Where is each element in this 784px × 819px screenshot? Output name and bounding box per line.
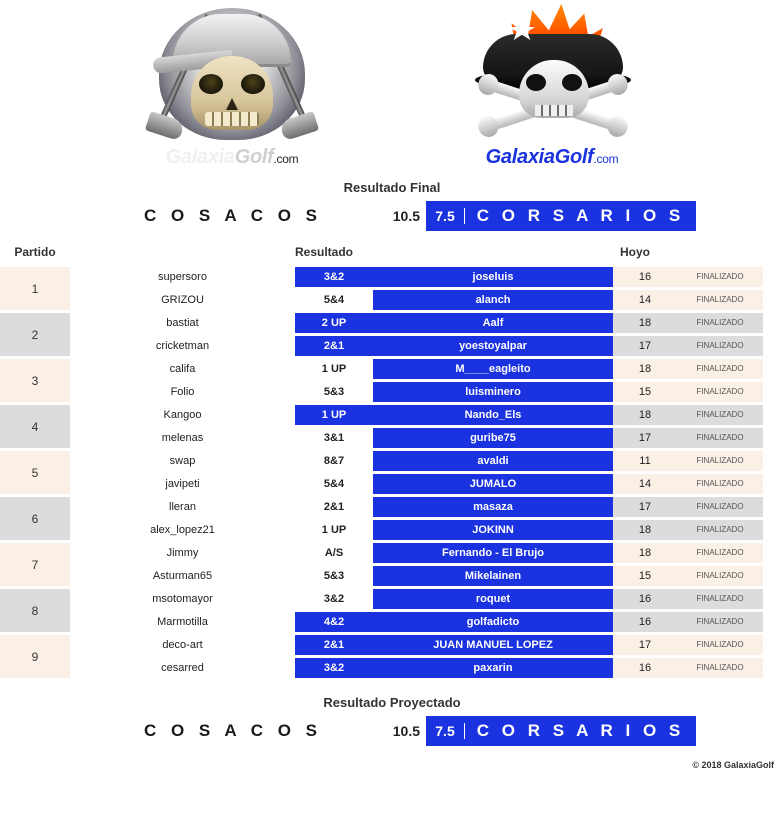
status-badge: FINALIZADO [677,589,763,609]
hole-number: 18 [613,520,677,540]
match-result: 1 UP [295,359,373,379]
player-right: Mikelainen [373,566,613,586]
logo-wordmark-2 [486,146,619,169]
match-lines [70,313,784,359]
logo-wordmark-1 [166,146,299,169]
status-badge: FINALIZADO [677,658,763,678]
player-right: JUAN MANUEL LOPEZ [373,635,613,655]
match-number: 7 [0,543,70,586]
match-line [70,589,784,609]
projected-score-left: 10.5 [392,723,420,739]
player-left: melenas [161,432,204,444]
player-right: Aalf [373,313,613,333]
player-right: JUMALO [373,474,613,494]
match-lines [70,405,784,451]
copyright-footer: © 2018 GalaxiaGolf [692,760,774,770]
player-left: msotomayor [152,593,213,605]
player-left: supersoro [158,271,207,283]
player-left: alex_lopez21 [150,524,215,536]
match-number: 4 [0,405,70,448]
projected-team-left: C O S A C O S [143,721,323,740]
logo-word-galaxia: Galaxia [165,146,235,168]
status-badge: FINALIZADO [677,566,763,586]
status-badge: FINALIZADO [677,612,763,632]
hole-number: 17 [613,428,677,448]
match-line [70,543,784,563]
table-row [0,543,784,589]
table-row [0,405,784,451]
final-blue-bar [426,201,696,231]
match-line [70,474,784,494]
match-lines [70,589,784,635]
player-left: cricketman [155,340,210,352]
player-left: Folio [170,386,195,398]
hole-number: 16 [613,658,677,678]
match-line [70,497,784,517]
match-line [70,382,784,402]
match-result: 3&1 [295,428,373,448]
hole-number: 17 [613,336,677,356]
table-row [0,497,784,543]
player-left: javipeti [165,478,200,490]
hole-number: 16 [613,589,677,609]
logo-word-golf-2: Golf [554,146,594,168]
player-left: lleran [169,501,196,513]
match-lines [70,359,784,405]
hole-number: 17 [613,635,677,655]
golf-skull-icon [137,4,327,144]
match-line [70,612,784,632]
player-left: Marmotilla [157,616,208,628]
player-left: GRIZOU [161,294,204,306]
logo-word-dotcom-2: .com [593,152,619,166]
player-left: Asturman65 [152,570,213,582]
player-left: Kangoo [163,409,202,421]
match-number: 3 [0,359,70,402]
player-left: Jimmy [166,547,199,559]
player-right: avaldi [373,451,613,471]
match-line [70,405,784,425]
table-row [0,359,784,405]
match-lines [70,497,784,543]
player-right: guribe75 [373,428,613,448]
hole-number: 18 [613,543,677,563]
match-line [70,313,784,333]
logo-header [0,0,784,172]
match-line [70,566,784,586]
projected-score-right: 7.5 [426,723,465,739]
hole-number: 15 [613,566,677,586]
status-badge: FINALIZADO [677,474,763,494]
player-right: Fernando - El Brujo [373,543,613,563]
final-score-row [0,201,784,231]
player-right: roquet [373,589,613,609]
match-result: 4&2 [295,612,373,632]
match-result: A/S [295,543,373,563]
status-badge: FINALIZADO [677,290,763,310]
hole-number: 18 [613,313,677,333]
player-left: cesarred [161,662,204,674]
match-list [0,267,784,681]
hole-number: 11 [613,451,677,471]
match-result: 2&1 [295,497,373,517]
projected-score-row [0,716,784,746]
match-result: 2 UP [295,313,373,333]
header-partido: Partido [14,245,56,259]
match-lines [70,543,784,589]
player-right: alanch [373,290,613,310]
player-left: swap [169,455,196,467]
player-right: Nando_Els [373,405,613,425]
status-badge: FINALIZADO [677,543,763,563]
match-line [70,359,784,379]
match-line [70,520,784,540]
match-lines [70,635,784,681]
match-lines [70,451,784,497]
pirate-skull-icon [457,4,647,144]
match-line [70,290,784,310]
match-number: 2 [0,313,70,356]
final-result-title: Resultado Final [343,180,441,195]
hole-number: 14 [613,474,677,494]
hole-number: 16 [613,267,677,287]
match-number: 6 [0,497,70,540]
final-score-left: 10.5 [392,208,420,224]
table-row [0,589,784,635]
status-badge: FINALIZADO [677,520,763,540]
match-line [70,658,784,678]
projected-result-title: Resultado Proyectado [323,695,461,710]
status-badge: FINALIZADO [677,267,763,287]
final-team-right: C O R S A R I O S [476,206,685,225]
match-result: 3&2 [295,589,373,609]
match-number: 8 [0,589,70,632]
galaxiagolf-pirate-logo [452,4,652,172]
match-line [70,635,784,655]
player-left: califa [169,363,196,375]
match-line [70,428,784,448]
table-row [0,635,784,681]
player-left: deco-art [162,639,203,651]
projected-blue-bar [426,716,696,746]
match-lines [70,267,784,313]
table-row [0,313,784,359]
match-result: 2&1 [295,336,373,356]
logo-word-golf: Golf [234,146,274,168]
logo-word-galaxia-2: Galaxia [485,146,555,168]
player-left: bastiat [166,317,199,329]
match-result: 5&3 [295,566,373,586]
galaxiagolf-skull-logo [132,4,332,172]
status-badge: FINALIZADO [677,451,763,471]
player-right: M____eagleito [373,359,613,379]
table-row [0,267,784,313]
hole-number: 17 [613,497,677,517]
player-right: paxarin [373,658,613,678]
hole-number: 18 [613,359,677,379]
match-line [70,451,784,471]
match-result: 5&4 [295,474,373,494]
status-badge: FINALIZADO [677,497,763,517]
match-number: 9 [0,635,70,678]
match-number: 5 [0,451,70,494]
match-result: 2&1 [295,635,373,655]
status-badge: FINALIZADO [677,382,763,402]
final-team-left: C O S A C O S [143,206,323,225]
table-row [0,451,784,497]
player-right: golfadicto [373,612,613,632]
table-headers [0,245,784,259]
hole-number: 14 [613,290,677,310]
final-score-right: 7.5 [426,208,465,224]
status-badge: FINALIZADO [677,336,763,356]
match-line [70,267,784,287]
status-badge: FINALIZADO [677,359,763,379]
hole-number: 16 [613,612,677,632]
hole-number: 18 [613,405,677,425]
match-result: 5&4 [295,290,373,310]
match-number: 1 [0,267,70,310]
match-result: 3&2 [295,658,373,678]
match-result: 1 UP [295,405,373,425]
match-result: 1 UP [295,520,373,540]
player-right: joseluis [373,267,613,287]
player-right: masaza [373,497,613,517]
logo-word-dotcom: .com [273,152,299,166]
hole-number: 15 [613,382,677,402]
match-line [70,336,784,356]
status-badge: FINALIZADO [677,635,763,655]
match-result: 8&7 [295,451,373,471]
match-result: 3&2 [295,267,373,287]
status-badge: FINALIZADO [677,405,763,425]
status-badge: FINALIZADO [677,428,763,448]
projected-team-right: C O R S A R I O S [476,721,685,740]
header-resultado: Resultado [295,245,354,259]
player-right: yoestoyalpar [373,336,613,356]
status-badge: FINALIZADO [677,313,763,333]
player-right: JOKINN [373,520,613,540]
player-right: luisminero [373,382,613,402]
match-result: 5&3 [295,382,373,402]
header-hoyo: Hoyo [620,245,650,259]
